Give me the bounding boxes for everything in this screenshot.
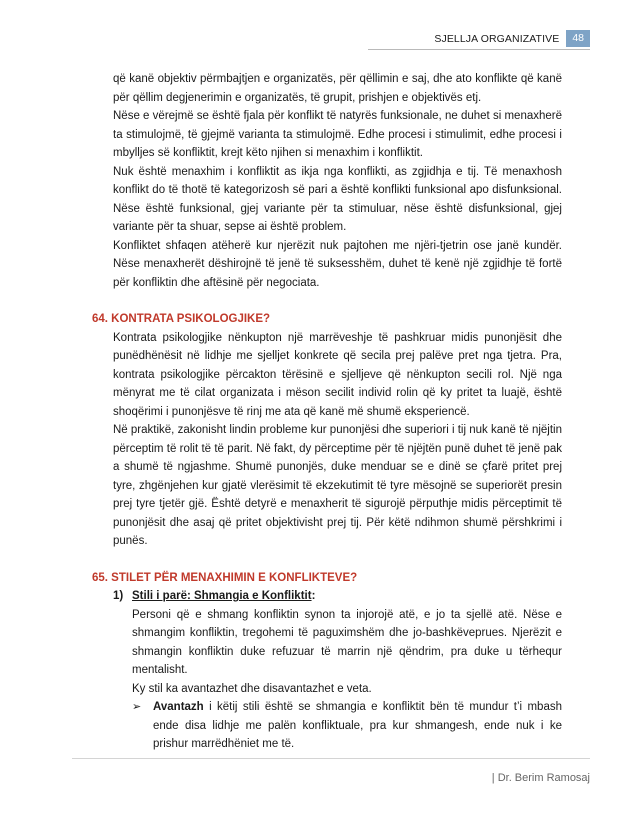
style-1-label: Stili i parë: Shmangia e Konfliktit [132, 590, 312, 602]
section-64-paragraph-1: Kontrata psikologjike nënkupton një marrëveshje të pashkruar midis punonjësit dhe punëdhënësit në lidhje me sjelljet konkrete që secila prej palëve pret nga tjetra. Pra, kontrata psikologjike përcakton tërësinë e sjelljeve që nënkupton secili rol. Një nga mënyrat me të cilat organizata i mëson secilit individ rolin që ky pritet ta luajë, është shoqërimi i punonjësve të rinj me ata që kanë më shumë eksperiencë. [113, 331, 562, 418]
intro-paragraph-4: Konfliktet shfaqen atëherë kur njerëzit nuk pajtohen me njëri-tjetrin ose janë kundër. Nëse menaxherët dëshirojnë të jenë të suksesshëm, duhet të kenë një zgjidhje të fortë për konfliktin dhe aftësinë për negociata. [113, 239, 562, 289]
footer-author: | Dr. Berim Ramosaj [491, 772, 590, 784]
section-64-heading: 64. KONTRATA PSIKOLOGJIKE? [92, 313, 271, 325]
section-64-paragraph-2: Në praktikë, zakonisht lindin probleme kur punonjësi dhe superiori i tij nuk kanë të njëjtin përceptim të rolit të të parit. Në fakt, dy përceptime për të njëjtën punë duhet të jenë pak a shumë të ngjashme. Shumë punonjës, duke menduar se e dinë se çfarë pritet prej tyre, zhgënjehen kur gjatë vlerësimit të ekzekutimit të tyre mësojnë se superiorët presin prej tyre tjetër gjë. Është detyrë e menaxherit të sigurojë përputhje midis përceptimit të punonjësit dhe asaj që pritet objektivisht prej tij. Për këtë ndihmon shumë përshkrimi i punës. [113, 424, 562, 547]
running-title: SJELLJA ORGANIZATIVE [434, 32, 560, 45]
intro-paragraph-2: Nëse e vërejmë se është fjala për konflikt të natyrës funksionale, ne duhet si menaxherë ta stimulojmë, të gjejmë varianta ta stimulojmë. Edhe procesi i stimulimit, edhe procesi i mbylljes së konfliktit, krejt këto njihen si menaxhim i konfliktit. [113, 110, 562, 159]
page-body [92, 70, 562, 754]
advantage-bold: Avantazh [153, 701, 204, 713]
advantage-bullet [92, 698, 562, 754]
style-1-paragraph: Personi që e shmang konfliktin synon ta injorojë atë, e jo ta sjellë atë. Nëse e shmangim konfliktin, tregohemi të paguximshëm dhe jo-bashkëveprues. Njerëzit e shmangin konfliktin duke refuzuar të marrin një qëndrim, pra duke u tërhequr mentalisht. [132, 608, 562, 676]
style-1-note: Ky stil ka avantazhet dhe disavantazhet e veta. [132, 682, 372, 695]
advantage-body: i këtij stili është se shmangia e konfliktit bën të mundur t’i mbash ende disa lidhje me palën konfliktuale, pra kur shmangesh, ende nuk i ke prishur marrëdhëniet me të. [153, 701, 562, 750]
intro-paragraph-3: Nuk është menaxhim i konfliktit as ikja nga konflikti, as zgjidhja e tij. Të menaxhosh konflikt do të thotë të kategorizosh së pari a është konflikti funksional apo disfunksional. Nëse është funksional, gjej variante për ta stimuluar, nëse është disfunksional, gjej variante për ta shuar, sepse ai është problem. [113, 165, 562, 233]
style-1-subheading [92, 587, 562, 606]
style-1-colon: : [311, 590, 316, 602]
footer-divider [72, 758, 590, 759]
arrow-bullet-icon: ➢ [132, 701, 142, 713]
intro-paragraph-1: që kanë objektiv përmbajtjen e organizatës, për qëllimin e saj, dhe ato konflikte që kanë për qëllim degjenerimin e organizatës, të grupit, prishjen e objektivës etj. [113, 73, 562, 104]
page-header [434, 30, 590, 47]
advantage-text [153, 698, 562, 754]
page-number-badge: 48 [566, 30, 590, 47]
section-65-heading: 65. STILET PËR MENAXHIMIN E KONFLIKTEVE? [92, 571, 358, 584]
style-1-number: 1) [113, 590, 124, 602]
header-divider [368, 49, 590, 50]
